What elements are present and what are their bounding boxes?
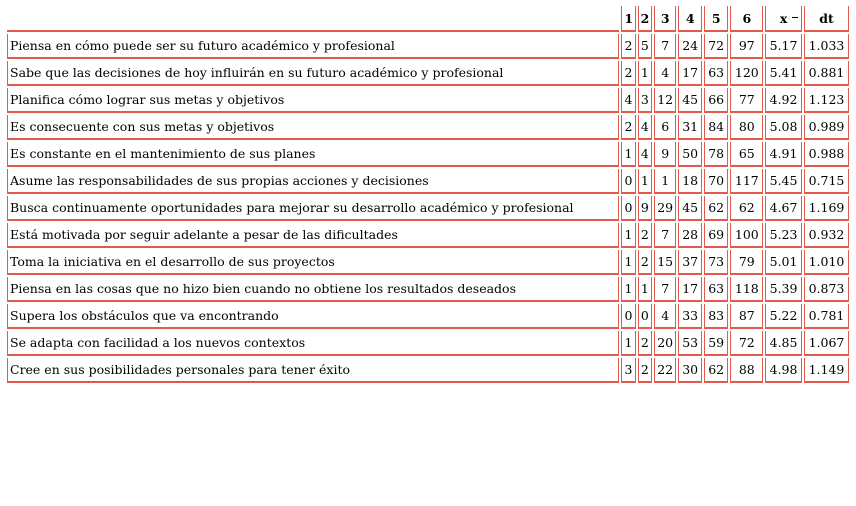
mean-symbol-label: x xyxy=(779,10,788,26)
header-blank xyxy=(7,6,619,32)
cell-v1: 0 xyxy=(621,196,635,221)
table-row xyxy=(7,115,849,140)
row-label: Sabe que las decisiones de hoy influirán en su futuro académico y profesional xyxy=(7,61,619,86)
header-col-mean xyxy=(765,6,802,32)
cell-v6: 120 xyxy=(730,61,763,86)
cell-v2: 3 xyxy=(638,88,652,113)
header-col-1: 1 xyxy=(621,6,635,32)
cell-v1: 4 xyxy=(621,88,635,113)
row-label: Cree en sus posibilidades personales para tener éxito xyxy=(7,358,619,383)
cell-mean: 5.17 xyxy=(765,34,802,59)
cell-v5: 70 xyxy=(704,169,729,194)
cell-mean: 5.08 xyxy=(765,115,802,140)
cell-v3: 20 xyxy=(654,331,676,356)
cell-v4: 31 xyxy=(678,115,702,140)
cell-v1: 1 xyxy=(621,142,635,167)
table-row xyxy=(7,196,849,221)
cell-v3: 1 xyxy=(654,169,676,194)
cell-sd: 0.781 xyxy=(804,304,849,329)
table-body xyxy=(7,34,849,383)
cell-mean: 5.23 xyxy=(765,223,802,248)
data-table xyxy=(5,4,851,385)
cell-sd: 0.989 xyxy=(804,115,849,140)
row-label: Se adapta con facilidad a los nuevos contextos xyxy=(7,331,619,356)
table-row xyxy=(7,331,849,356)
cell-sd: 0.932 xyxy=(804,223,849,248)
cell-v2: 1 xyxy=(638,61,652,86)
row-label: Busca continuamente oportunidades para mejorar su desarrollo académico y profesional xyxy=(7,196,619,221)
cell-v6: 77 xyxy=(730,88,763,113)
table-row xyxy=(7,250,849,275)
cell-v3: 7 xyxy=(654,223,676,248)
cell-v1: 1 xyxy=(621,331,635,356)
header-col-6: 6 xyxy=(730,6,763,32)
cell-v4: 30 xyxy=(678,358,702,383)
cell-v6: 62 xyxy=(730,196,763,221)
cell-v6: 72 xyxy=(730,331,763,356)
cell-mean: 5.45 xyxy=(765,169,802,194)
cell-v6: 100 xyxy=(730,223,763,248)
cell-v6: 117 xyxy=(730,169,763,194)
cell-v2: 0 xyxy=(638,304,652,329)
cell-v4: 17 xyxy=(678,61,702,86)
cell-v2: 9 xyxy=(638,196,652,221)
cell-v4: 45 xyxy=(678,88,702,113)
cell-v6: 118 xyxy=(730,277,763,302)
cell-v4: 37 xyxy=(678,250,702,275)
cell-v1: 0 xyxy=(621,304,635,329)
cell-v2: 1 xyxy=(638,169,652,194)
cell-v4: 33 xyxy=(678,304,702,329)
cell-mean: 4.67 xyxy=(765,196,802,221)
cell-v6: 80 xyxy=(730,115,763,140)
cell-v4: 50 xyxy=(678,142,702,167)
cell-sd: 0.715 xyxy=(804,169,849,194)
cell-v4: 28 xyxy=(678,223,702,248)
cell-v1: 1 xyxy=(621,277,635,302)
cell-v5: 72 xyxy=(704,34,729,59)
row-label: Es constante en el mantenimiento de sus planes xyxy=(7,142,619,167)
cell-v5: 78 xyxy=(704,142,729,167)
cell-v3: 9 xyxy=(654,142,676,167)
row-label: Toma la iniciativa en el desarrollo de sus proyectos xyxy=(7,250,619,275)
cell-v3: 15 xyxy=(654,250,676,275)
cell-v5: 69 xyxy=(704,223,729,248)
cell-v5: 83 xyxy=(704,304,729,329)
header-col-5: 5 xyxy=(704,6,729,32)
row-label: Planifica cómo lograr sus metas y objetivos xyxy=(7,88,619,113)
cell-v5: 62 xyxy=(704,358,729,383)
table-row xyxy=(7,277,849,302)
cell-v6: 88 xyxy=(730,358,763,383)
cell-v6: 97 xyxy=(730,34,763,59)
table-row xyxy=(7,304,849,329)
cell-v2: 4 xyxy=(638,115,652,140)
cell-v2: 5 xyxy=(638,34,652,59)
cell-v3: 7 xyxy=(654,277,676,302)
cell-mean: 4.98 xyxy=(765,358,802,383)
cell-v4: 18 xyxy=(678,169,702,194)
cell-mean: 5.01 xyxy=(765,250,802,275)
cell-v1: 0 xyxy=(621,169,635,194)
cell-v3: 7 xyxy=(654,34,676,59)
header-col-4: 4 xyxy=(678,6,702,32)
cell-sd: 1.010 xyxy=(804,250,849,275)
cell-v2: 2 xyxy=(638,358,652,383)
cell-sd: 0.881 xyxy=(804,61,849,86)
cell-sd: 0.873 xyxy=(804,277,849,302)
cell-sd: 1.067 xyxy=(804,331,849,356)
cell-v1: 3 xyxy=(621,358,635,383)
cell-sd: 1.149 xyxy=(804,358,849,383)
cell-v5: 63 xyxy=(704,61,729,86)
cell-v1: 1 xyxy=(621,223,635,248)
cell-v1: 1 xyxy=(621,250,635,275)
cell-v3: 4 xyxy=(654,304,676,329)
header-col-sd: dt xyxy=(804,6,849,32)
cell-sd: 1.123 xyxy=(804,88,849,113)
cell-mean: 5.22 xyxy=(765,304,802,329)
cell-sd: 0.988 xyxy=(804,142,849,167)
cell-mean: 5.39 xyxy=(765,277,802,302)
cell-v3: 22 xyxy=(654,358,676,383)
header-col-2: 2 xyxy=(638,6,652,32)
cell-v1: 2 xyxy=(621,115,635,140)
cell-mean: 5.41 xyxy=(765,61,802,86)
cell-v4: 17 xyxy=(678,277,702,302)
table-row xyxy=(7,88,849,113)
table-row xyxy=(7,358,849,383)
mean-symbol xyxy=(780,7,787,30)
cell-v5: 66 xyxy=(704,88,729,113)
table-row xyxy=(7,61,849,86)
cell-v6: 65 xyxy=(730,142,763,167)
cell-v4: 53 xyxy=(678,331,702,356)
header-col-3: 3 xyxy=(654,6,676,32)
cell-v5: 73 xyxy=(704,250,729,275)
cell-v3: 29 xyxy=(654,196,676,221)
cell-v2: 2 xyxy=(638,223,652,248)
cell-v6: 79 xyxy=(730,250,763,275)
cell-v2: 4 xyxy=(638,142,652,167)
cell-sd: 1.033 xyxy=(804,34,849,59)
cell-v1: 2 xyxy=(621,34,635,59)
table-row xyxy=(7,169,849,194)
mean-bar-mark xyxy=(792,17,798,18)
cell-v4: 24 xyxy=(678,34,702,59)
table-row xyxy=(7,142,849,167)
cell-v5: 63 xyxy=(704,277,729,302)
row-label: Piensa en cómo puede ser su futuro académico y profesional xyxy=(7,34,619,59)
row-label: Es consecuente con sus metas y objetivos xyxy=(7,115,619,140)
cell-mean: 4.91 xyxy=(765,142,802,167)
cell-v2: 2 xyxy=(638,250,652,275)
cell-v5: 84 xyxy=(704,115,729,140)
cell-v5: 62 xyxy=(704,196,729,221)
cell-v3: 6 xyxy=(654,115,676,140)
table-row xyxy=(7,223,849,248)
cell-mean: 4.85 xyxy=(765,331,802,356)
row-label: Piensa en las cosas que no hizo bien cuando no obtiene los resultados deseados xyxy=(7,277,619,302)
row-label: Está motivada por seguir adelante a pesar de las dificultades xyxy=(7,223,619,248)
cell-v2: 1 xyxy=(638,277,652,302)
cell-sd: 1.169 xyxy=(804,196,849,221)
row-label: Supera los obstáculos que va encontrando xyxy=(7,304,619,329)
cell-v2: 2 xyxy=(638,331,652,356)
row-label: Asume las responsabilidades de sus propias acciones y decisiones xyxy=(7,169,619,194)
cell-mean: 4.92 xyxy=(765,88,802,113)
cell-v3: 4 xyxy=(654,61,676,86)
cell-v6: 87 xyxy=(730,304,763,329)
cell-v1: 2 xyxy=(621,61,635,86)
cell-v5: 59 xyxy=(704,331,729,356)
table-row xyxy=(7,34,849,59)
cell-v3: 12 xyxy=(654,88,676,113)
cell-v4: 45 xyxy=(678,196,702,221)
header-row xyxy=(7,6,849,32)
